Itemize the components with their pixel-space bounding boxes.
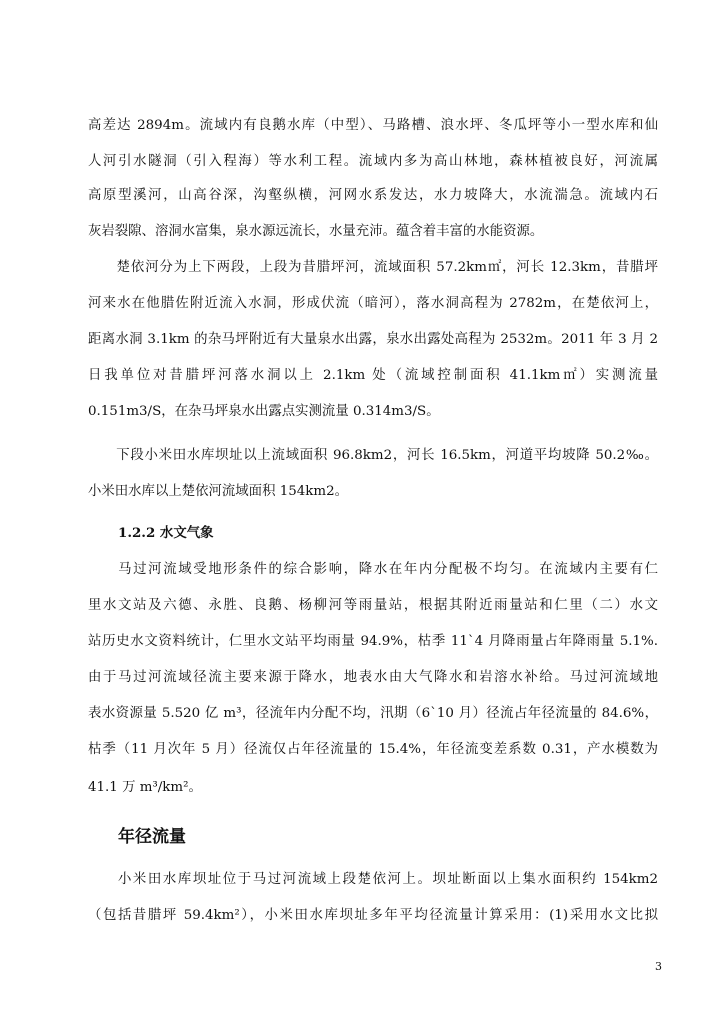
- text-line: 小米田水库坝址位于马过河流域上段楚依河上。坝址断面以上集水面积约 154km2: [88, 872, 658, 887]
- text-line: 河来水在他腊佐附近流入水洞，形成伏流（暗河），落水洞高程为 2782m，在楚依河上，: [88, 296, 658, 311]
- text-line: 小米田水库以上楚依河流域面积 154km2。: [88, 484, 349, 499]
- text-line: 表水资源量 5.520 亿 m³，径流年内分配不均，汛期（6`10 月）径流占年径流量的 84.6%，: [88, 706, 658, 721]
- text-line: 由于马过河流域径流主要来源于降水，地表水由大气降水和岩溶水补给。马过河流域地: [88, 670, 658, 685]
- text-line: 距离水洞 3.1km 的杂马坪附近有大量泉水出露，泉水出露处高程为 2532m。2011 年 3 月 2: [88, 332, 658, 347]
- text-line: 里水文站及六德、永胜、良鹅、杨柳河等雨量站，根据其附近雨量站和仁里（二）水文: [88, 598, 658, 613]
- text-line: 站历史水文资料统计，仁里水文站平均雨量 94.9%，枯季 11`4 月降雨量占年降雨量 5.1%.: [88, 634, 658, 649]
- text-line: 下段小米田水库坝址以上流域面积 96.8km2，河长 16.5km，河道平均坡降 50.2‰。: [88, 448, 658, 463]
- section-title: 年径流量: [118, 827, 186, 847]
- text-line: 灰岩裂隙、溶洞水富集，泉水源远流长，水量充沛。蕴含着丰富的水能资源。: [88, 224, 544, 239]
- text-line: 人河引水隧洞（引入程海）等水利工程。流域内多为高山林地，森林植被良好，河流属: [88, 154, 658, 169]
- text-line: 马过河流域受地形条件的综合影响，降水在年内分配极不均匀。在流域内主要有仁: [88, 562, 658, 577]
- text-line: 日我单位对昔腊坪河落水洞以上 2.1km 处（流域控制面积 41.1km㎡）实测流量: [88, 368, 658, 383]
- subsection-heading: 1.2.2 水文气象: [118, 525, 214, 541]
- text-line: 0.151m3/S，在杂马坪泉水出露点实测流量 0.314m3/S。: [88, 404, 440, 419]
- text-line: 41.1 万 m³/km²。: [88, 780, 202, 795]
- page-number: 3: [655, 960, 662, 973]
- text-line: 枯季（11 月次年 5 月）径流仅占年径流量的 15.4%，年径流变差系数 0.31，产水模数为: [88, 742, 658, 757]
- text-line: 高原型溪河，山高谷深，沟壑纵横，河网水系发达，水力坡降大，水流湍急。流域内石: [88, 188, 658, 203]
- text-line: （包括昔腊坪 59.4km²），小米田水库坝址多年平均径流量计算采用：(1)采用水文比拟: [88, 908, 658, 923]
- text-line: 高差达 2894m。流域内有良鹅水库（中型）、马路槽、浪水坪、冬瓜坪等小一型水库和仙: [88, 118, 658, 133]
- text-line: 楚依河分为上下两段，上段为昔腊坪河，流域面积 57.2km㎡，河长 12.3km，昔腊坪: [88, 260, 658, 275]
